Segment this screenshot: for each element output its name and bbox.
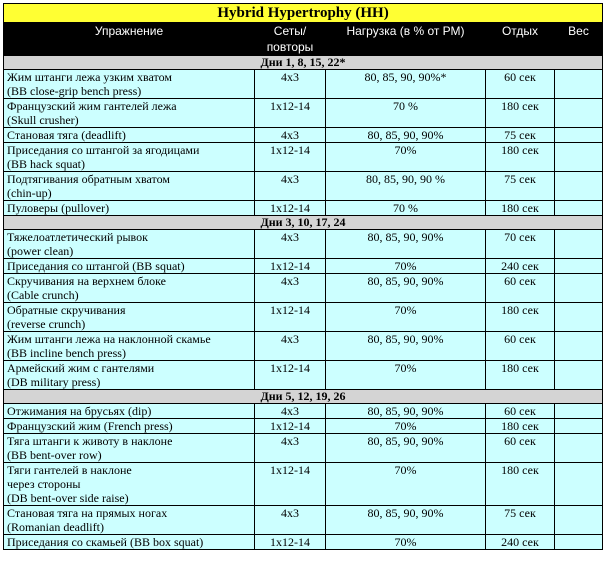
header-row (4, 23, 603, 56)
weight-cell[interactable] (555, 172, 603, 201)
weight-cell[interactable] (555, 128, 603, 143)
weight-cell[interactable] (555, 332, 603, 361)
rest-cell: 180 сек (486, 361, 555, 390)
load-cell: 80, 85, 90, 90% (326, 434, 486, 463)
exercise-name-cell (4, 434, 255, 463)
exercise-row (4, 259, 603, 274)
header-sets-reps: Сеты/ повторы (255, 23, 326, 56)
weight-cell[interactable] (555, 434, 603, 463)
load-cell: 80, 85, 90, 90 % (326, 172, 486, 201)
exercise-row (4, 419, 603, 434)
sets-reps-cell: 4x3 (255, 230, 326, 259)
exercise-name-line: Армейский жим с гантелями (7, 361, 155, 375)
exercise-name-line: (power clean) (7, 244, 74, 258)
exercise-name-cell (4, 506, 255, 535)
load-cell: 80, 85, 90, 90% (326, 230, 486, 259)
rest-cell: 180 сек (486, 201, 555, 216)
exercise-name-cell (4, 99, 255, 128)
exercise-name-line: (chin-up) (7, 186, 52, 200)
exercise-name-line: (BB close-grip bench press) (7, 84, 142, 98)
workout-table (3, 3, 603, 550)
day-label: Дни 5, 12, 19, 26 (4, 390, 603, 404)
load-cell: 70% (326, 303, 486, 332)
exercise-row (4, 128, 603, 143)
exercise-row (4, 463, 603, 506)
exercise-name-cell (4, 535, 255, 550)
weight-cell[interactable] (555, 303, 603, 332)
exercise-row (4, 70, 603, 99)
exercise-name-cell (4, 143, 255, 172)
load-cell: 70% (326, 259, 486, 274)
exercise-row (4, 230, 603, 259)
exercise-name-line: (BB bent-over row) (7, 448, 102, 462)
exercise-name-cell (4, 361, 255, 390)
sets-reps-cell: 4x3 (255, 274, 326, 303)
sets-reps-cell: 1x12-14 (255, 259, 326, 274)
exercise-row (4, 99, 603, 128)
rest-cell: 180 сек (486, 463, 555, 506)
sets-reps-cell: 1x12-14 (255, 361, 326, 390)
load-cell: 80, 85, 90, 90% (326, 332, 486, 361)
load-cell: 80, 85, 90, 90% (326, 274, 486, 303)
weight-cell[interactable] (555, 361, 603, 390)
exercise-name-cell (4, 463, 255, 506)
exercise-row (4, 274, 603, 303)
title-row (4, 4, 603, 23)
exercise-name-cell (4, 274, 255, 303)
exercise-row (4, 506, 603, 535)
day-header-row (4, 390, 603, 404)
sets-reps-cell: 4x3 (255, 128, 326, 143)
rest-cell: 60 сек (486, 332, 555, 361)
exercise-name-line: (BB incline bench press) (7, 346, 126, 360)
exercise-row (4, 143, 603, 172)
exercise-row (4, 361, 603, 390)
exercise-name-line: Становая тяга на прямых ногах (7, 506, 168, 520)
sets-reps-cell: 1x12-14 (255, 143, 326, 172)
exercise-name-line: Пуловеры (pullover) (7, 201, 110, 215)
rest-cell: 60 сек (486, 434, 555, 463)
rest-cell: 60 сек (486, 404, 555, 419)
exercise-name-line: Тяга штанги к животу в наклоне (7, 434, 173, 448)
rest-cell: 75 сек (486, 506, 555, 535)
exercise-row (4, 172, 603, 201)
sets-reps-cell: 4x3 (255, 70, 326, 99)
sets-reps-cell: 4x3 (255, 404, 326, 419)
table-title: Hybrid Hypertrophy (HH) (4, 4, 603, 23)
load-cell: 70 % (326, 201, 486, 216)
rest-cell: 180 сек (486, 143, 555, 172)
exercise-name-cell (4, 332, 255, 361)
header-load: Нагрузка (в % от РМ) (326, 23, 486, 56)
exercise-name-cell (4, 303, 255, 332)
load-cell: 70% (326, 535, 486, 550)
header-rest: Отдых (486, 23, 555, 56)
exercise-row (4, 303, 603, 332)
exercise-name-line: Приседания со штангой (BB squat) (7, 259, 185, 273)
exercise-name-line: Скручивания на верхнем блоке (7, 274, 166, 288)
header-exercise: Упражнение (4, 23, 255, 56)
weight-cell[interactable] (555, 463, 603, 506)
exercise-name-cell (4, 70, 255, 99)
weight-cell[interactable] (555, 259, 603, 274)
weight-cell[interactable] (555, 143, 603, 172)
day-label: Дни 1, 8, 15, 22* (4, 56, 603, 70)
load-cell: 80, 85, 90, 90%* (326, 70, 486, 99)
weight-cell[interactable] (555, 404, 603, 419)
sets-reps-cell: 4x3 (255, 172, 326, 201)
header-weight: Вес (555, 23, 603, 56)
exercise-name-line: (Skull crusher) (7, 113, 79, 127)
sets-reps-cell: 4x3 (255, 506, 326, 535)
sets-reps-cell: 1x12-14 (255, 535, 326, 550)
exercise-name-line: Обратные скручивания (7, 303, 126, 317)
rest-cell: 60 сек (486, 274, 555, 303)
rest-cell: 180 сек (486, 419, 555, 434)
rest-cell: 180 сек (486, 303, 555, 332)
exercise-name-line: (DB military press) (7, 375, 101, 389)
sets-reps-cell: 1x12-14 (255, 99, 326, 128)
weight-cell[interactable] (555, 535, 603, 550)
load-cell: 70 % (326, 99, 486, 128)
exercise-name-line: (Cable crunch) (7, 288, 79, 302)
exercise-name-line: Отжимания на брусьях (dip) (7, 404, 152, 418)
load-cell: 70% (326, 463, 486, 506)
rest-cell: 75 сек (486, 128, 555, 143)
exercise-name-line: Подтягивания обратным хватом (7, 172, 170, 186)
rest-cell: 240 сек (486, 535, 555, 550)
weight-cell[interactable] (555, 70, 603, 99)
weight-cell[interactable] (555, 201, 603, 216)
day-header-row (4, 216, 603, 230)
sets-reps-cell: 4x3 (255, 434, 326, 463)
weight-cell[interactable] (555, 99, 603, 128)
load-cell: 80, 85, 90, 90% (326, 128, 486, 143)
weight-cell[interactable] (555, 274, 603, 303)
sets-reps-cell: 1x12-14 (255, 419, 326, 434)
exercise-name-cell (4, 419, 255, 434)
sets-reps-cell: 1x12-14 (255, 201, 326, 216)
exercise-name-line: (reverse crunch) (7, 317, 86, 331)
weight-cell[interactable] (555, 506, 603, 535)
exercise-name-line: Тяги гантелей в наклоне (7, 463, 132, 477)
exercise-name-line: Приседания со скамьей (BB box squat) (7, 535, 204, 549)
exercise-name-cell (4, 404, 255, 419)
exercise-name-line: Становая тяга (deadlift) (7, 128, 126, 142)
rest-cell: 75 сек (486, 172, 555, 201)
exercise-name-line: (Romanian deadlift) (7, 520, 104, 534)
exercise-name-cell (4, 201, 255, 216)
load-cell: 70% (326, 361, 486, 390)
exercise-name-cell (4, 230, 255, 259)
day-label: Дни 3, 10, 17, 24 (4, 216, 603, 230)
exercise-name-line: через стороны (7, 477, 81, 491)
rest-cell: 70 сек (486, 230, 555, 259)
load-cell: 80, 85, 90, 90% (326, 404, 486, 419)
load-cell: 70% (326, 419, 486, 434)
exercise-name-line: Французский жим (French press) (7, 419, 173, 433)
exercise-name-cell (4, 128, 255, 143)
day-header-row (4, 56, 603, 70)
exercise-name-line: (DB bent-over side raise) (7, 491, 129, 505)
exercise-name-line: Приседания со штангой за ягодицами (7, 143, 200, 157)
exercise-name-line: Жим штанги лежа на наклонной скамье (7, 332, 211, 346)
rest-cell: 60 сек (486, 70, 555, 99)
sets-reps-cell: 1x12-14 (255, 303, 326, 332)
exercise-row (4, 404, 603, 419)
exercise-name-line: Тяжелоатлетический рывок (7, 230, 148, 244)
weight-cell[interactable] (555, 419, 603, 434)
exercise-name-cell (4, 172, 255, 201)
weight-cell[interactable] (555, 230, 603, 259)
sets-reps-cell: 4x3 (255, 332, 326, 361)
exercise-row (4, 201, 603, 216)
sets-reps-cell: 1x12-14 (255, 463, 326, 506)
exercise-name-line: Жим штанги лежа узким хватом (7, 70, 172, 84)
exercise-row (4, 434, 603, 463)
exercise-row (4, 535, 603, 550)
exercise-name-line: Французский жим гантелей лежа (7, 99, 177, 113)
load-cell: 80, 85, 90, 90% (326, 506, 486, 535)
exercise-row (4, 332, 603, 361)
rest-cell: 180 сек (486, 99, 555, 128)
exercise-name-cell (4, 259, 255, 274)
load-cell: 70% (326, 143, 486, 172)
rest-cell: 240 сек (486, 259, 555, 274)
exercise-name-line: (BB hack squat) (7, 157, 85, 171)
